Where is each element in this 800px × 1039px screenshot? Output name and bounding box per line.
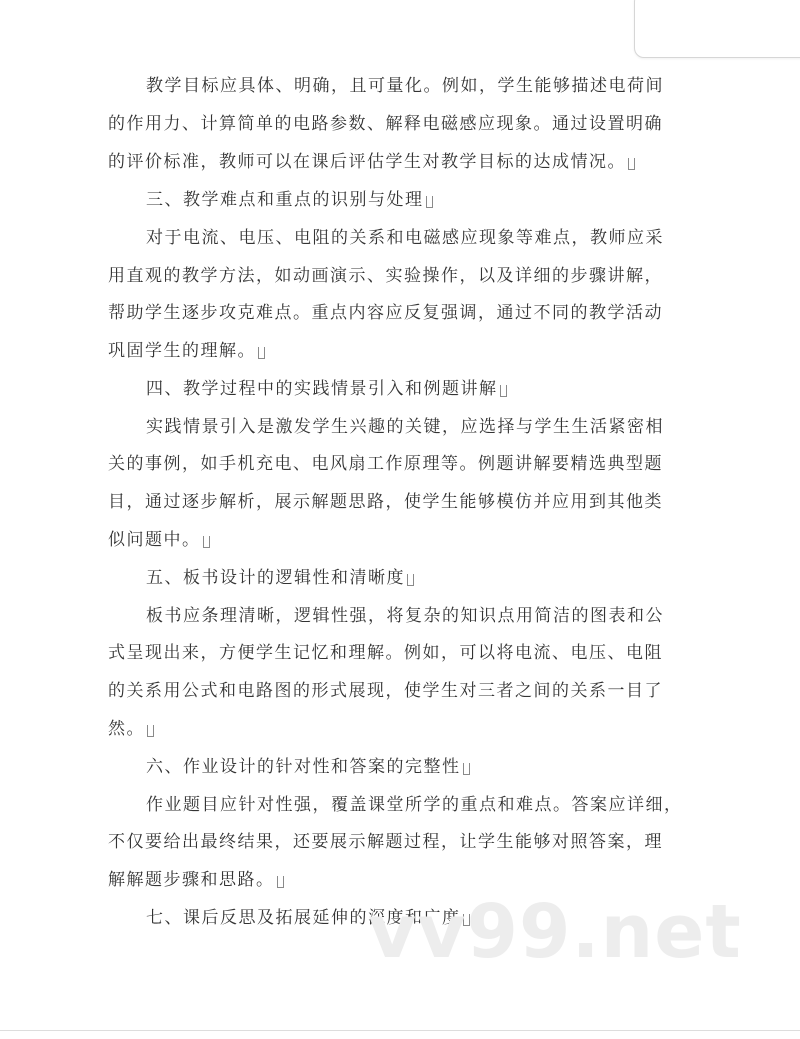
paragraph-mark-icon [203, 536, 210, 548]
paragraph-mark-icon [147, 725, 154, 737]
text-line: 用直观的教学方法，如动画演示、实验操作，以及详细的步骤讲解， [108, 266, 663, 286]
heading-text: 五、板书设计的逻辑性和清晰度 [146, 568, 405, 588]
text-line: 帮助学生逐步攻克难点。重点内容应反复强调，通过不同的教学活动 [108, 303, 663, 323]
section-heading [146, 188, 433, 212]
text-line-end [108, 150, 635, 174]
text-line: 关的事例，如手机充电、电风扇工作原理等。例题讲解要精选典型题 [108, 454, 663, 474]
text-line: 目，通过逐步解析，展示解题思路，使学生能够模仿并应用到其他类 [108, 492, 663, 512]
section-heading [146, 377, 507, 401]
section-heading [146, 566, 414, 590]
watermark: vv99.net [368, 889, 742, 975]
text-line: 解解题步骤和思路。 [108, 870, 275, 890]
text-line: 巩固学生的理解。 [108, 341, 256, 361]
text-line-end [108, 339, 265, 363]
section-heading [146, 755, 470, 779]
text-line: 板书应条理清晰，逻辑性强，将复杂的知识点用简洁的图表和公 [146, 606, 664, 626]
paragraph-mark-icon [500, 385, 507, 397]
paragraph-mark-icon [277, 876, 284, 888]
text-line: 然。 [108, 719, 145, 739]
text-line-end [108, 528, 210, 552]
text-line: 对于电流、电压、电阻的关系和电磁感应现象等难点，教师应采 [146, 228, 664, 248]
text-line: 作业题目应针对性强，覆盖课堂所学的重点和难点。答案应详细， [146, 795, 683, 815]
heading-text: 六、作业设计的针对性和答案的完整性 [146, 757, 461, 777]
text-line: 式呈现出来，方便学生记忆和理解。例如，可以将电流、电压、电阻 [108, 643, 663, 663]
paragraph-mark-icon [628, 158, 635, 170]
paragraph-mark-icon [426, 196, 433, 208]
text-line: 的评价标准，教师可以在课后评估学生对教学目标的达成情况。 [108, 152, 626, 172]
text-line: 教学目标应具体、明确，且可量化。例如，学生能够描述电荷间 [146, 76, 664, 96]
text-line: 似问题中。 [108, 530, 201, 550]
paragraph-mark-icon [258, 347, 265, 359]
heading-text: 三、教学难点和重点的识别与处理 [146, 190, 424, 210]
text-line-end [108, 717, 154, 741]
text-line-end [108, 868, 284, 892]
text-line: 的关系用公式和电路图的形式展现，使学生对三者之间的关系一目了 [108, 681, 663, 701]
paragraph-mark-icon [407, 574, 414, 586]
page-bottom-border [0, 1030, 800, 1031]
heading-text: 七、课后反思及拓展延伸的深度和广度 [146, 908, 461, 928]
heading-text: 四、教学过程中的实践情景引入和例题讲解 [146, 379, 498, 399]
text-line: 的作用力、计算简单的电路参数、解释电磁感应现象。通过设置明确 [108, 114, 663, 134]
paragraph-mark-icon [463, 763, 470, 775]
page-corner-tab [634, 0, 800, 58]
text-line: 不仅要给出最终结果，还要展示解题过程，让学生能够对照答案，理 [108, 832, 663, 852]
text-line: 实践情景引入是激发学生兴趣的关键，应选择与学生生活紧密相 [146, 417, 664, 437]
